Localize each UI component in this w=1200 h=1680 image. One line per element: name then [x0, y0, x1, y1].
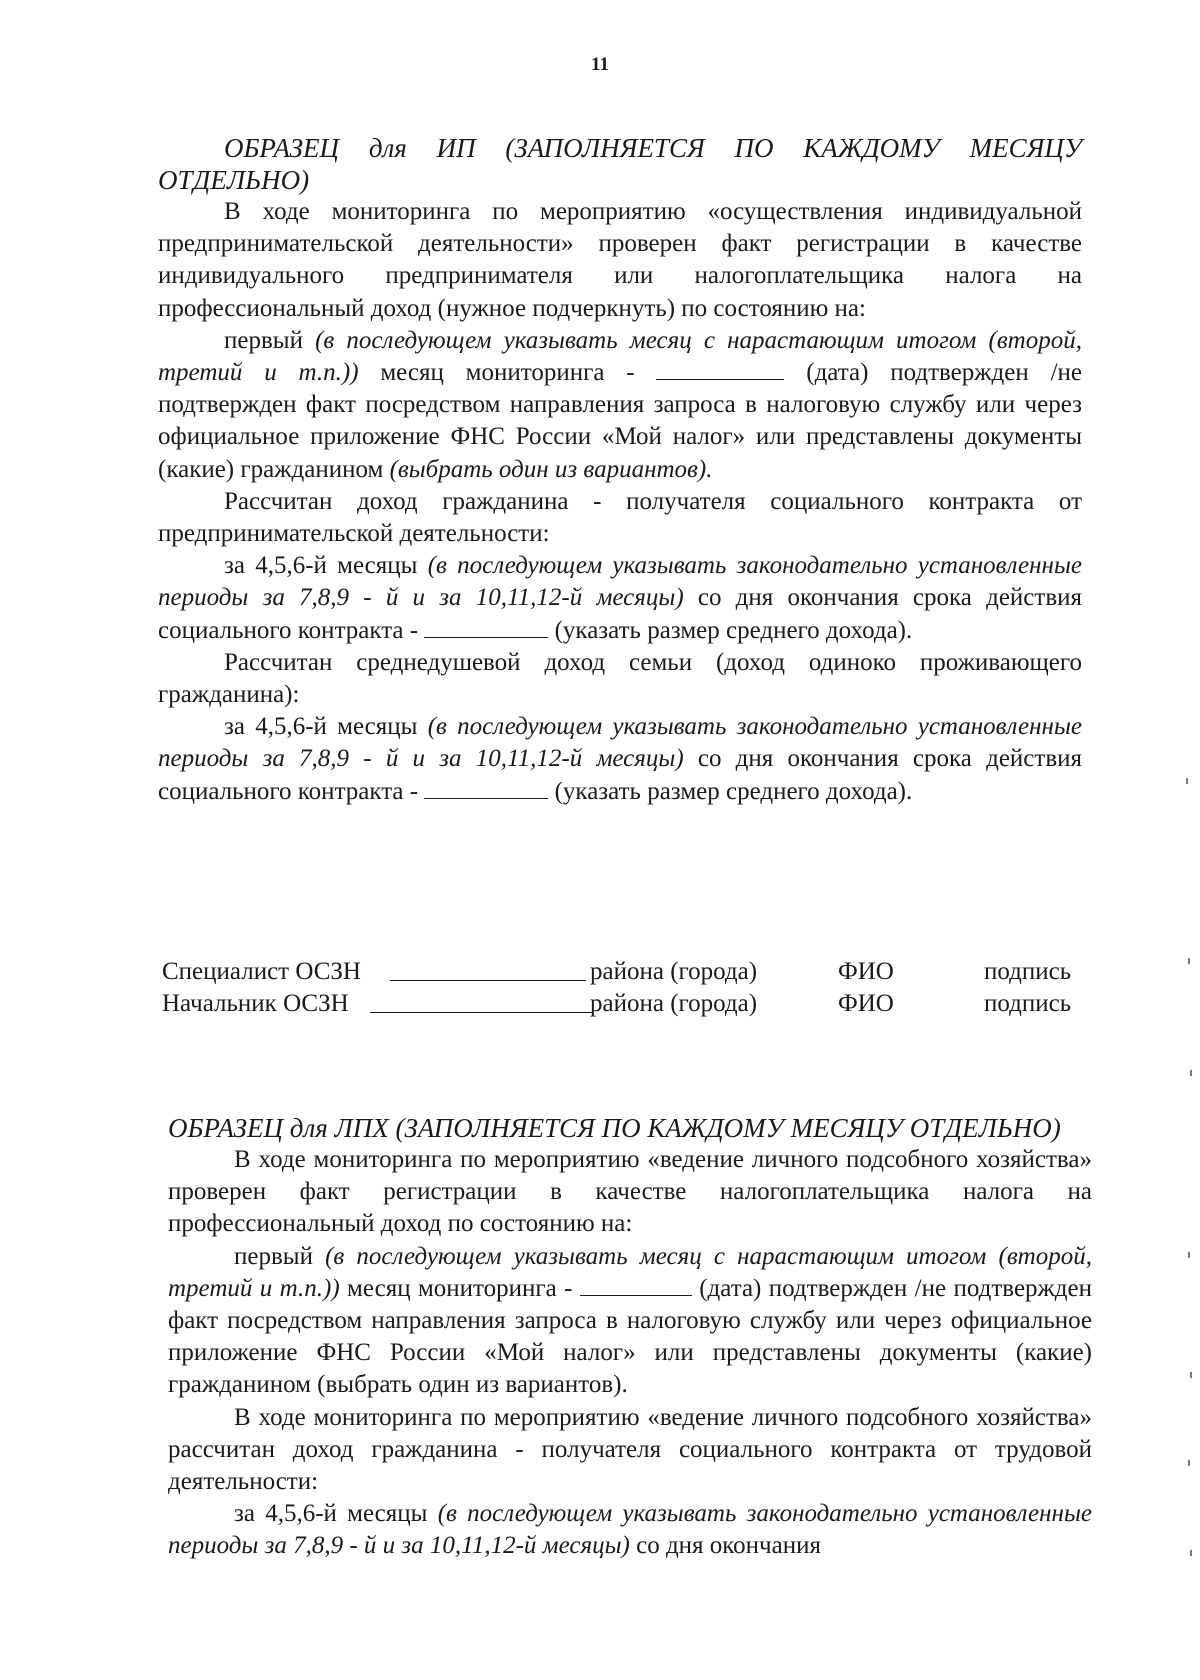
date-blank — [656, 359, 784, 380]
text-run: первый — [224, 326, 316, 354]
italic-note: (в последующем указывать месяц с нарастающим итогом (второй, третий и т.п.)) — [168, 1242, 1092, 1302]
signature-sign: подпись — [984, 990, 1072, 1017]
section-ip-paragraph-5: Рассчитан среднедушевой доход семьи (доход одиноко проживающего гражданина): — [158, 648, 1082, 709]
text-run: со дня окончания — [629, 1532, 821, 1560]
section-lph-paragraph-3: В ходе мониторинга по мероприятию «ведение личного подсобного хозяйства» рассчитан доход гражданина - получателя социального контракта от трудовой деятельности: — [168, 1403, 1092, 1496]
section-ip — [158, 132, 1082, 808]
signature-fio: ФИО — [838, 990, 894, 1017]
section-lph-paragraph-4 — [168, 1498, 1092, 1562]
signature-district: района (города) — [590, 958, 758, 985]
text-run: (указать размер среднего дохода). — [548, 777, 913, 805]
scan-speck — [1186, 778, 1188, 784]
italic-note: (в последующем указывать месяц с нарастающим итогом (второй, третий и т.п.)) — [158, 326, 1082, 387]
text-run: за 4,5,6-й месяцы — [224, 552, 428, 580]
section-lph — [168, 1112, 1092, 1563]
signature-line — [370, 988, 592, 1013]
text-run: со дня окончания срока действия социального контракта - — [158, 745, 1082, 805]
date-blank — [580, 1275, 692, 1296]
section-ip-paragraph-4 — [158, 550, 1082, 647]
text-run: первый — [234, 1242, 326, 1270]
signature-row-specialist — [162, 956, 1092, 988]
text-run: (дата) подтвержден /не подтвержден факт посредством направления запроса в налоговую службу или через официальное приложение ФНС России «Мой налог» или представлены документы (какие) гражданином — [158, 359, 1082, 483]
scan-speck — [1188, 958, 1190, 964]
text-run: (указать размер среднего дохода). — [548, 616, 913, 644]
section-ip-paragraph-6 — [158, 711, 1082, 808]
signature-district: района (города) — [590, 990, 758, 1017]
signature-role: Специалист ОСЗН — [162, 958, 361, 985]
signature-block — [162, 956, 1092, 1020]
text-run: месяц мониторинга - — [339, 1274, 580, 1302]
signature-line — [390, 956, 586, 981]
scan-speck — [1190, 1550, 1192, 1556]
income-blank — [424, 617, 548, 638]
signature-fio: ФИО — [838, 958, 894, 985]
section-lph-paragraph-2 — [168, 1241, 1092, 1402]
text-run: месяц мониторинга - — [358, 359, 657, 387]
signature-sign: подпись — [984, 958, 1072, 985]
section-ip-heading: ОБРАЗЕЦ для ИП (ЗАПОЛНЯЕТСЯ ПО КАЖДОМУ МЕСЯЦУ ОТДЕЛЬНО) — [158, 133, 1082, 195]
italic-note: (в последующем указывать законодательно установленные периоды за 7,8,9 - й и за 10,11,12-й месяцы) — [158, 713, 1082, 773]
text-run: за 4,5,6-й месяцы — [234, 1500, 438, 1528]
text-run: за 4,5,6-й месяцы — [224, 713, 428, 741]
signature-row-head — [162, 988, 1092, 1020]
section-lph-heading: ОБРАЗЕЦ для ЛПХ (ЗАПОЛНЯЕТСЯ ПО КАЖДОМУ МЕСЯЦУ ОТДЕЛЬНО) — [168, 1113, 1061, 1143]
scan-speck — [1188, 1252, 1190, 1258]
italic-note: (в последующем указывать законодательно установленные периоды за 7,8,9 - й и за 10,11,12-й месяцы) — [168, 1500, 1092, 1560]
section-ip-paragraph-2 — [158, 325, 1082, 486]
income-blank — [424, 778, 548, 799]
scan-speck — [1188, 1460, 1190, 1466]
signature-role: Начальник ОСЗН — [162, 990, 349, 1017]
section-ip-paragraph-1: В ходе мониторинга по мероприятию «осуществления индивидуальной предпринимательской деятельности» проверен факт регистрации в качестве индивидуального предпринимателя или налогоплательщика налога на профессиональный доход (нужное подчеркнуть) по состоянию на: — [158, 198, 1082, 322]
section-ip-paragraph-3: Рассчитан доход гражданина - получателя социального контракта от предпринимательской деятельности: — [158, 487, 1082, 548]
italic-note: (выбрать один из вариантов). — [389, 455, 713, 483]
page-number: 11 — [591, 54, 609, 75]
section-lph-paragraph-1: В ходе мониторинга по мероприятию «ведение личного подсобного хозяйства» проверен факт регистрации в качестве налогоплательщика налога на профессиональный доход по состоянию на: — [168, 1146, 1092, 1238]
text-run: (дата) подтвержден /не подтвержден факт посредством направления запроса в налоговую службу или через официальное приложение ФНС России «Мой налог» или представлены документы (какие) гражданином (выбрать один из вариантов). — [168, 1274, 1093, 1399]
italic-note: (в последующем указывать законодательно установленные периоды за 7,8,9 - й и за 10,11,12-й месяцы) — [158, 552, 1082, 612]
text-run: со дня окончания срока действия социального контракта - — [158, 584, 1082, 644]
scan-speck — [1190, 1372, 1192, 1378]
scan-speck — [1190, 1070, 1192, 1076]
